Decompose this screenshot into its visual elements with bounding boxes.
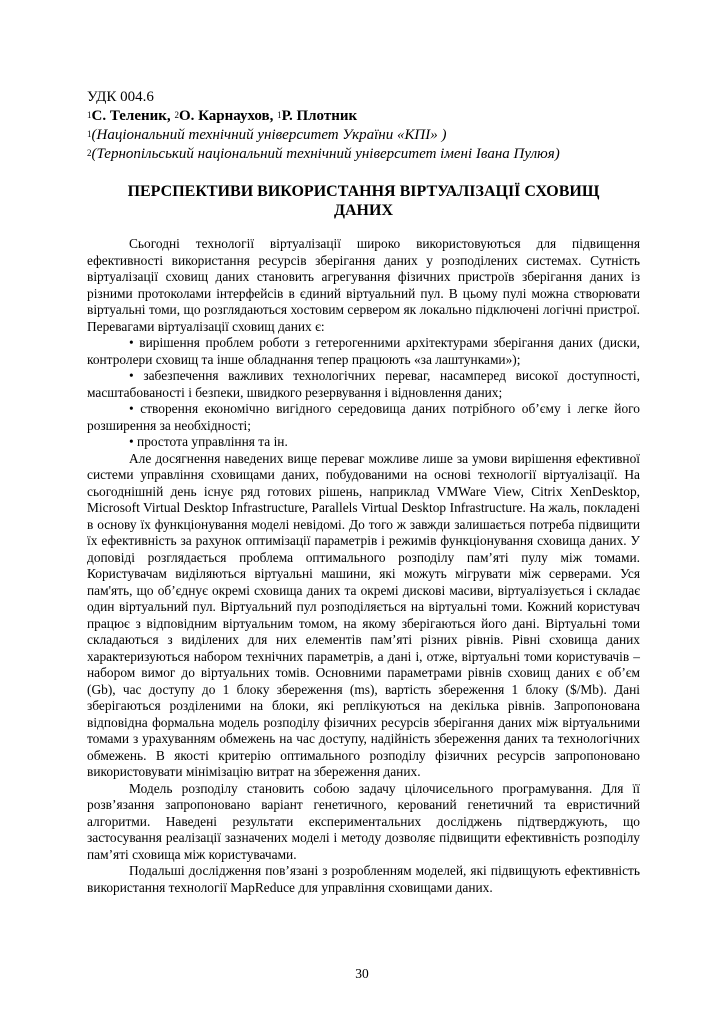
- author-2-sup: 2: [174, 110, 179, 120]
- affiliation-1: [87, 126, 640, 145]
- affiliation-1-text: (Національний технічний університет України «КПІ» ): [91, 127, 447, 143]
- page-number: 30: [355, 966, 369, 981]
- paragraph-model: Модель розподілу становить собою задачу цілочисельного програмування. Для її розв’язання запропоновано варіант генетичного, керований генетичний та евристичний алгоритми. Наведені результати експериментальних досліджень підтверджують, що застосування реалізації зазначених моделі і методу дозволяє підвищити ефективність розподілу пам’яті сховища між користувачами.: [87, 780, 640, 862]
- bullet-item-4: • простота управління та ін.: [129, 434, 288, 449]
- bullet-item-1: • вирішення проблем роботи з гетерогенними архітектурами зберігання даних (диски, контролери сховищ та інше обладнання тепер працюють «за лаштунками»);: [87, 335, 640, 367]
- paragraph-problem: Але досягнення наведених вище переваг можливе лише за умови вирішення ефективної системи управління сховищами даних, побудованими на основі технології віртуалізації. На сьогоднішній день існує ряд готових рішень, наприклад VMWare View, Citrix XenDesktop, Microsoft Virtual Desktop Infrastructure, Parallels Virtual Desktop Infrastructure. На жаль, покладені в основу їх функціонування моделі невідомі. До того ж завжди залишається потреба підвищити їх ефективність за рахунок оптимізації параметрів і режимів функціонування сховища даних. У доповіді розглядається проблема оптимального розподілу пам’яті пулу між томами. Користувачам виділяються віртуальні машини, які можуть мігрувати між серверами. Уся пам'ять, що об’єднує окремі сховища даних та окремі дискові масиви, віртуалізується і складає один віртуальний пул. Віртуальний пул розподіляється на віртуальні томи. Кожний користувач працює з відповідним віртуальним томом, на якому зберігаються його дані. Віртуальні томи складаються з виділених для них елементів пам’яті різних рівнів. Рівні сховища даних характеризуються набором технічних параметрів, а дані і, отже, віртуальні томи користувачів – набором вимог до віртуальних томів. Основними параметрами рівнів сховищ даних є об’єм (Gb), час доступу до 1 блоку збереження (ms), вартість збереження 1 блоку ($/Mb). Дані зберігаються розділеними на блоки, які реплікуються на декілька рівнів. Запропонована відповідна формальна модель розподілу фізичних ресурсів зберігання даних між віртуальними томами з урахуванням обмежень на час доступу, надійність збереження даних та технологічних обмежень. В якості критерію оптимального розподілу фізичних ресурсів запропоновано використовувати мінімізацію витрат на збереження даних.: [87, 450, 640, 779]
- author-1-sup: 1: [87, 110, 92, 120]
- author-3-sup: 1: [277, 110, 282, 120]
- author-2-name: О. Карнаухов,: [178, 108, 278, 124]
- paper-title: ПЕРСПЕКТИВИ ВИКОРИСТАННЯ ВІРТУАЛІЗАЦІЇ СХОВИЩ ДАНИХ: [127, 183, 600, 219]
- author-3-name: Р. Плотник: [281, 108, 358, 124]
- paper-page: [87, 88, 640, 896]
- affiliation-2: [87, 145, 640, 164]
- affiliation-1-sup: 1: [87, 129, 92, 139]
- author-1-name: С. Теленик,: [91, 108, 175, 124]
- authors-line: [87, 107, 640, 126]
- affiliation-2-sup: 2: [87, 148, 92, 158]
- paragraph-future-work: Подальші дослідження пов’язані з розробленням моделей, які підвищують ефективність використання технології MapReduce для управління сховищами даних.: [87, 863, 640, 895]
- udk-code: УДК 004.6: [87, 89, 154, 105]
- affiliation-2-text: (Тернопільський національний технічний університет імені Івана Пулюя): [91, 146, 560, 162]
- paragraph-intro: Сьогодні технології віртуалізації широко використовуються для підвищення ефективності використання ресурсів зберігання даних у розподілених системах. Сутність віртуалізації сховищ даних становить агрегування фізичних пристроїв зберігання даних із різними протоколами інтерфейсів в єдиний віртуальний пул. В цьому пулі можна створювати віртуальні томи, що розглядаються хостовим сервером як локально підключені логічні пристрої. Перевагами віртуалізації сховищ даних є:: [87, 236, 640, 334]
- bullet-item-3: • створення економічно вигідного середовища даних потрібного об’єму і легке його розширення за необхідності;: [87, 401, 640, 433]
- bullet-item-2: • забезпечення важливих технологічних переваг, насамперед високої доступності, масштабованості і безпеки, швидкого резервування і відновлення даних;: [87, 368, 640, 400]
